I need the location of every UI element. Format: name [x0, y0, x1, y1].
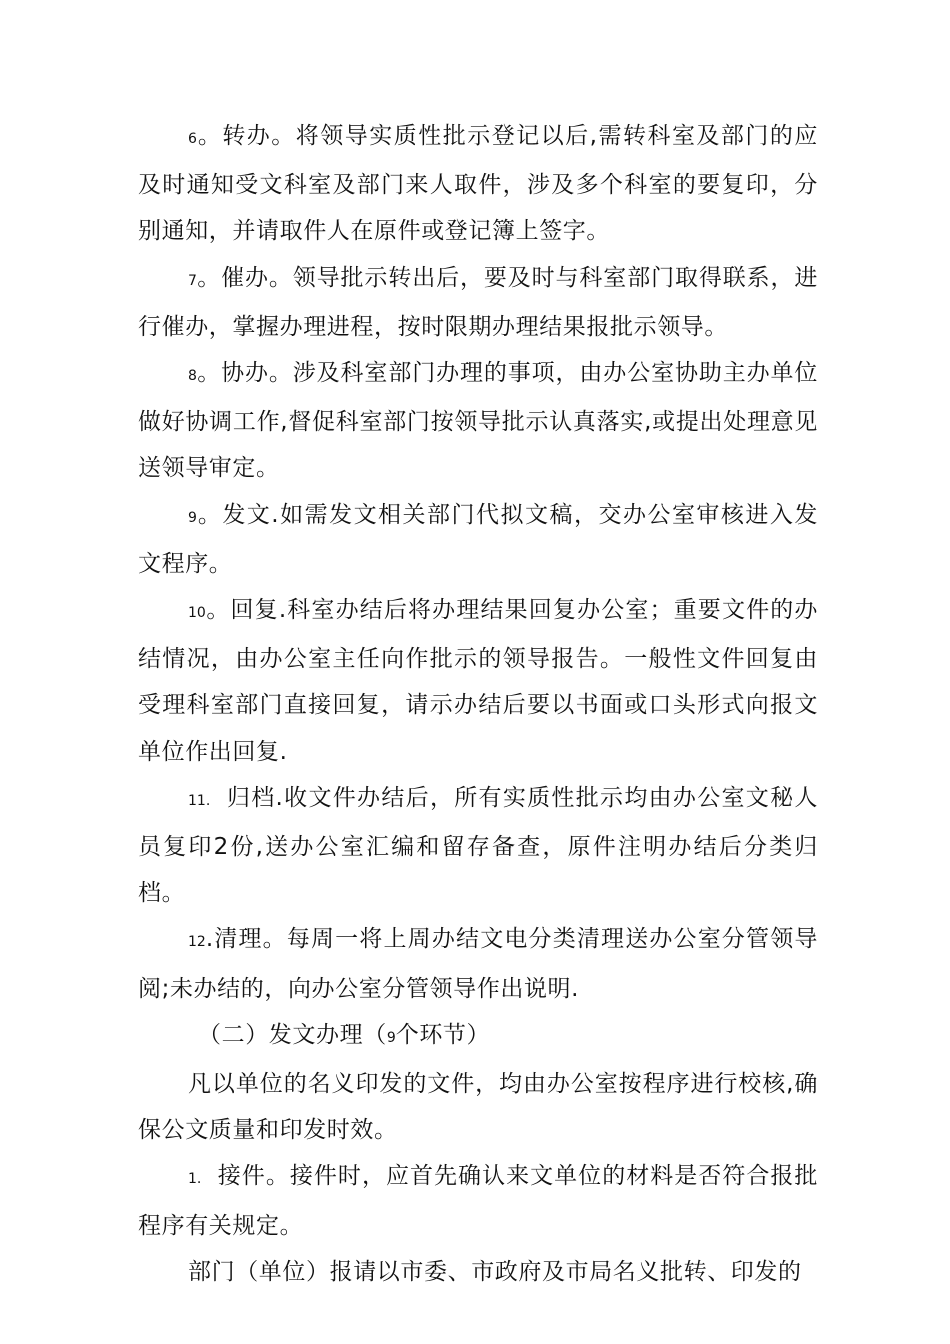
section-heading-prefix: （二）发文办理（: [198, 1021, 387, 1048]
item-number: 7: [188, 272, 197, 289]
item-number-separator: 。: [205, 597, 231, 624]
paragraph-item-1: [138, 1153, 818, 1248]
document-body: [138, 113, 818, 1295]
paragraph-text: 催办。领导批示转出后，要及时与科室部门取得联系，进行催办，掌握办理进程，按时限期办理结果报批示领导。: [138, 264, 819, 340]
section-heading-suffix: 个环节）: [395, 1021, 491, 1048]
paragraph-item-11: [138, 775, 818, 917]
paragraph-text: 归档.收文件办结后，所有实质性批示均由办公室文秘人员复印2份,送办公室汇编和留存备查，原件注明办结后分类归档。: [138, 784, 818, 907]
paragraph-item-10: [138, 587, 818, 775]
item-number: 1.: [188, 1171, 202, 1188]
paragraph-item-6: [138, 113, 818, 255]
paragraph-text: 凡以单位的名义印发的文件，均由办公室按程序进行校核,确保公文质量和印发时效。: [138, 1071, 818, 1144]
item-number-separator: .: [205, 926, 214, 953]
paragraph-item-9: [138, 492, 818, 587]
paragraph-item-8: [138, 350, 818, 492]
paragraph-text: 部门（单位）报请以市委、市政府及市局名义批转、印发的: [188, 1258, 802, 1285]
item-number-separator: 。: [196, 360, 222, 387]
item-number: 10: [188, 605, 206, 622]
paragraph-text: 转办。将领导实质性批示登记以后,需转科室及部门的应及时通知受文科室及部门来人取件，涉及多个科室的要复印，分别通知，并请取件人在原件或登记簿上签字。: [138, 123, 818, 245]
paragraph-text: 回复.科室办结后将办理结果回复办公室；重要文件的办结情况，由办公室主任向作批示的领导报告。一般性文件回复由受理科室部门直接回复，请示办结后要以书面或口头形式向报文单位作出回复.: [138, 597, 818, 765]
paragraph-text: 协办。涉及科室部门办理的事项，由办公室协助主办单位做好协调工作,督促科室部门按领导批示认真落实,或提出处理意见送领导审定。: [138, 360, 819, 482]
trailing-paragraph: [138, 1249, 818, 1295]
paragraph-item-7: [138, 255, 818, 350]
item-number-separator: 。: [196, 123, 223, 149]
item-number: 12: [188, 934, 206, 951]
item-number: 11.: [188, 792, 211, 809]
intro-paragraph: [138, 1061, 818, 1153]
section-heading: [138, 1012, 818, 1061]
paragraph-text: 接件。接件时，应首先确认来文单位的材料是否符合报批程序有关规定。: [138, 1163, 818, 1239]
paragraph-item-12: [138, 916, 818, 1011]
item-number-separator: 。: [196, 501, 223, 528]
item-number-separator: 。: [196, 264, 222, 291]
item-number: 8: [188, 368, 197, 385]
item-number: 9: [188, 509, 197, 526]
section-heading-number: 9: [386, 1029, 396, 1046]
paragraph-text: 发文.如需发文相关部门代拟文稿，交办公室审核进入发文程序。: [138, 501, 818, 577]
paragraph-text: 清理。每周一将上周办结文电分类清理送办公室分管领导阅;未办结的，向办公室分管领导作出说明.: [138, 926, 818, 1002]
item-number: 6: [188, 131, 197, 147]
